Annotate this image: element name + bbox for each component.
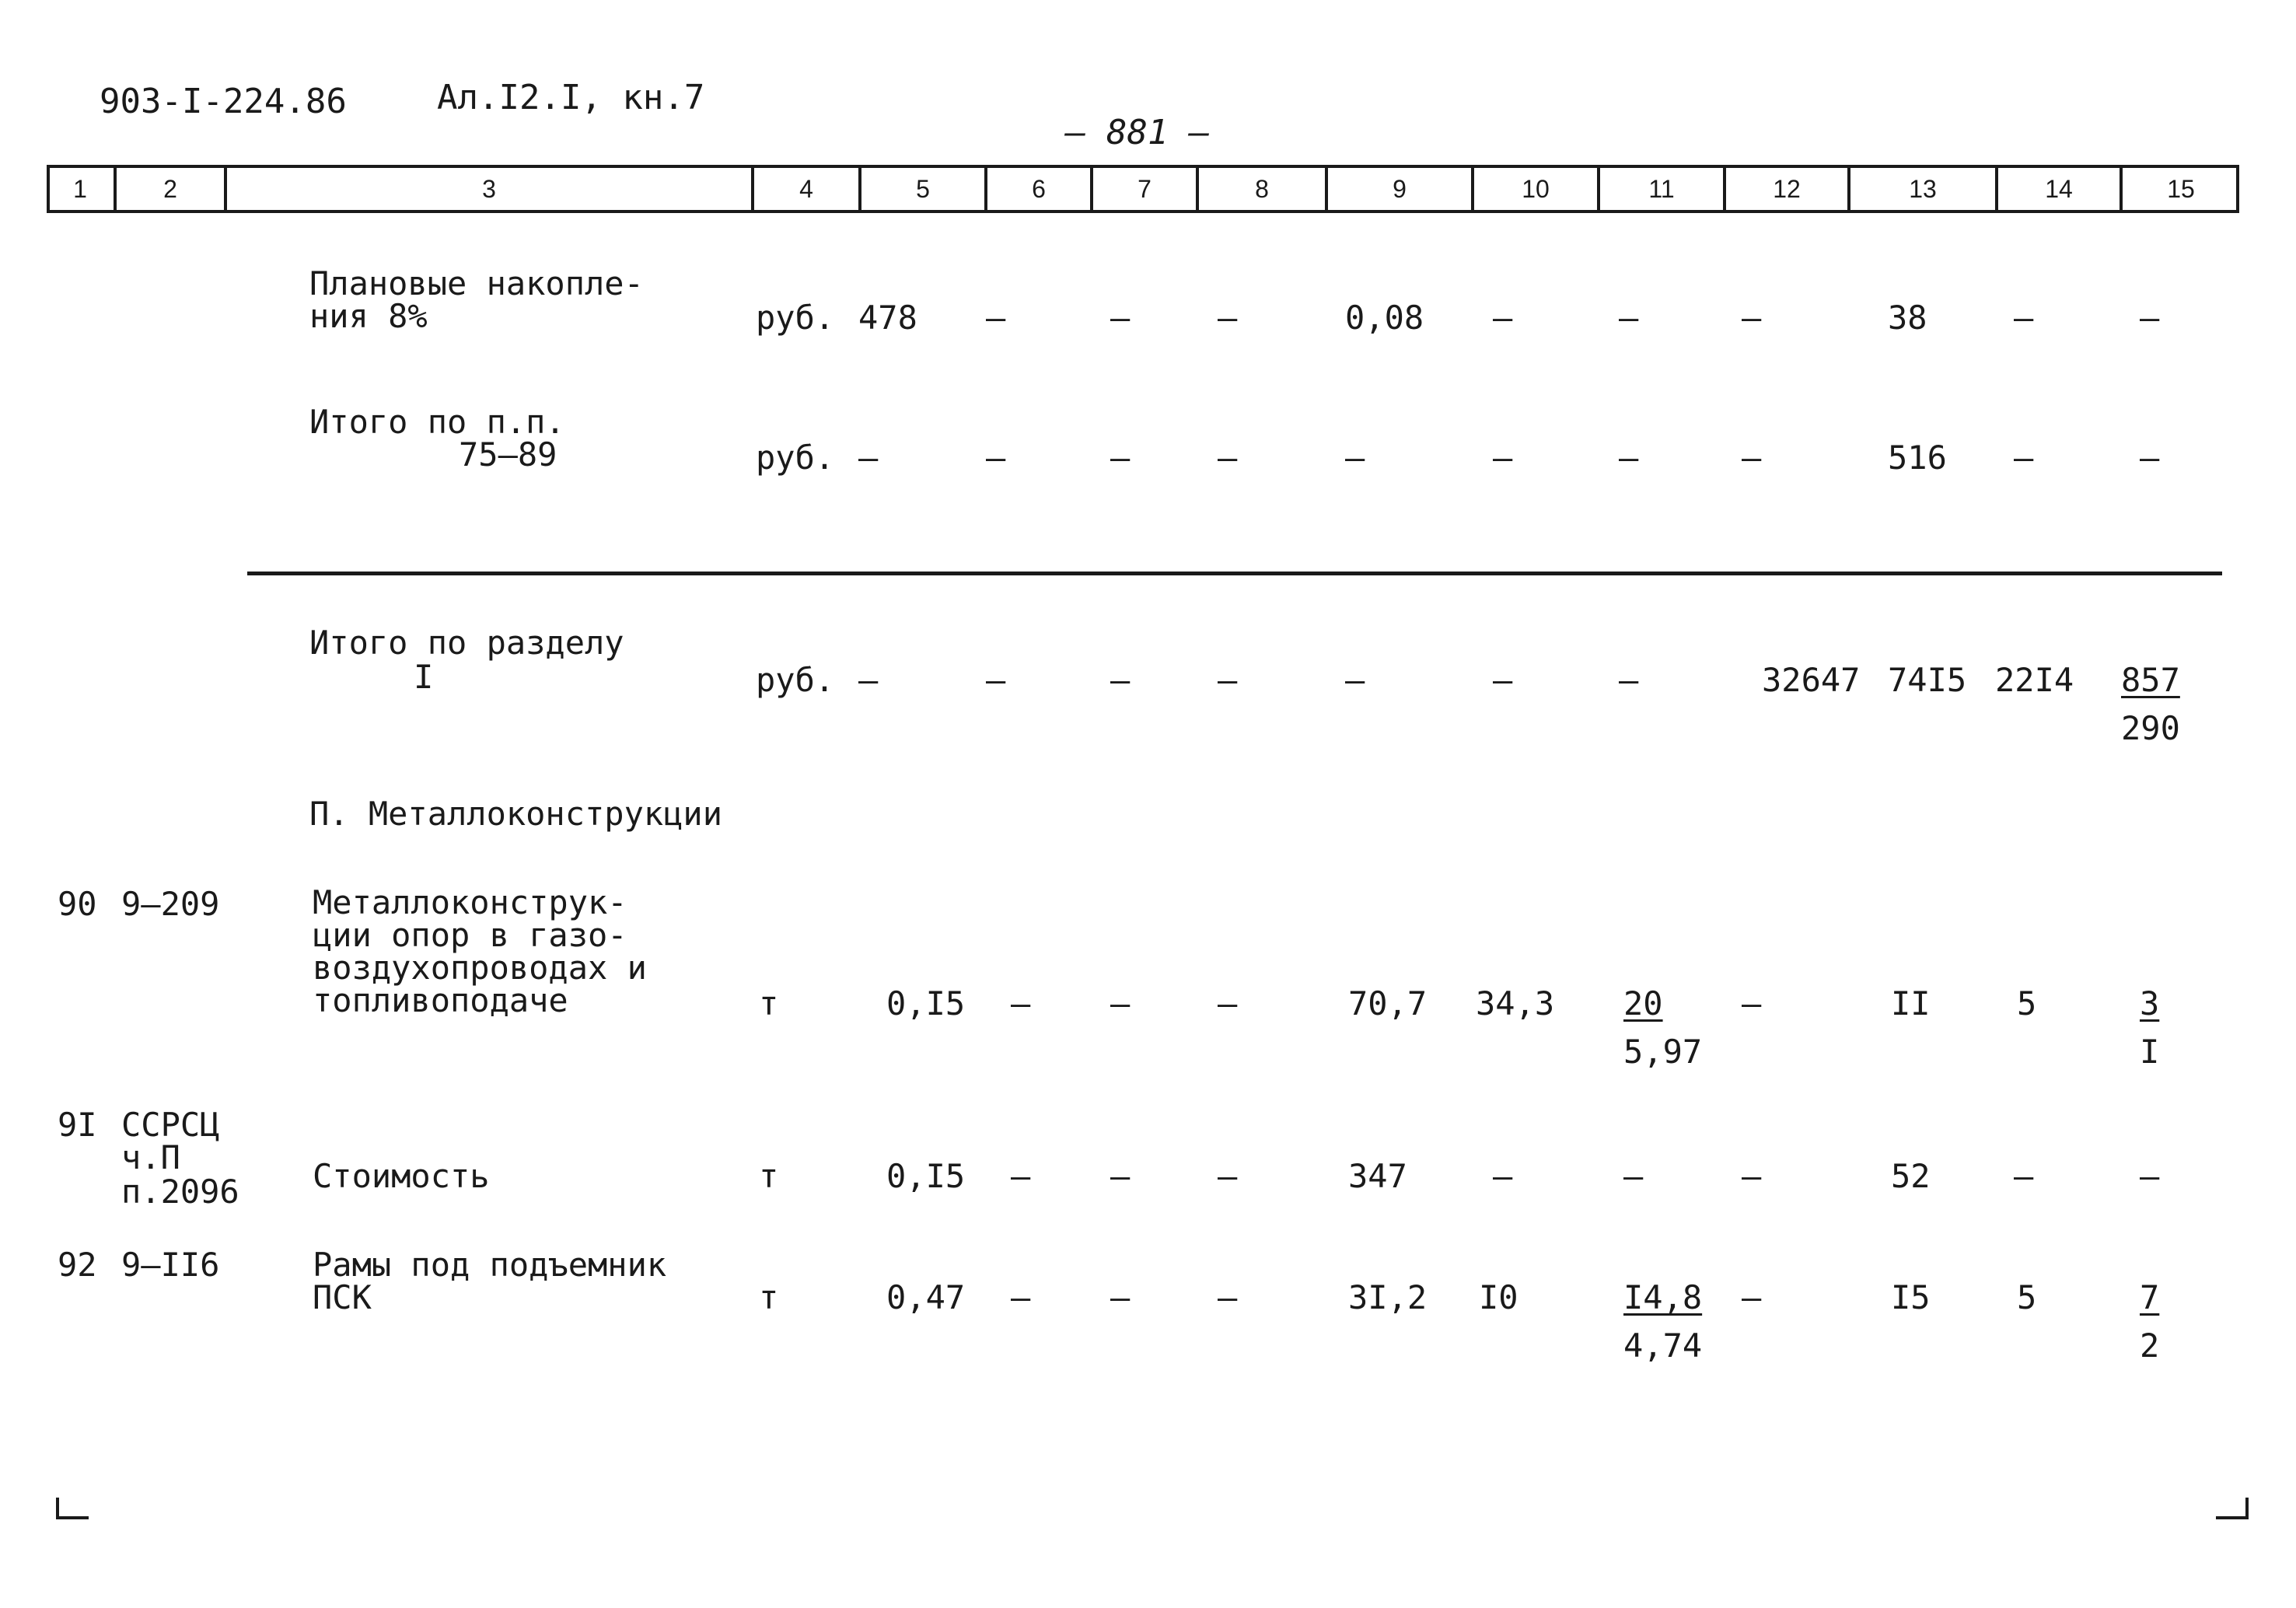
column-header-4: 4 [751, 165, 858, 213]
cell-col14: 5 [2017, 984, 2037, 1022]
cell-col11: – [1619, 299, 1639, 337]
row-number: 9I [58, 1106, 97, 1144]
cell-col7: – [1110, 439, 1131, 477]
cell-col10: – [1493, 299, 1513, 337]
item-name-line: I [414, 658, 434, 696]
cell-col11-numerator: 20 [1623, 984, 1663, 1022]
cell-col8: – [1218, 439, 1238, 477]
item-name-line: Стоимость [313, 1157, 490, 1195]
item-name-line: воздухопроводах и [313, 949, 647, 987]
section-divider [247, 572, 2222, 575]
cell-col12: – [1742, 299, 1762, 337]
item-name-line: 75–89 [459, 435, 557, 474]
cell-col15: – [2140, 1157, 2160, 1195]
cell-col15-numerator: 7 [2140, 1278, 2160, 1316]
cell-col15-numerator: 3 [2140, 984, 2160, 1022]
cell-col5: 0,I5 [886, 1157, 966, 1195]
rate-code: 9–II6 [121, 1246, 220, 1284]
section-heading: П. Металлоконструкции [309, 795, 723, 833]
cell-col15-numerator: 857 [2121, 661, 2180, 699]
column-header-9: 9 [1325, 165, 1471, 213]
cell-col7: – [1110, 1157, 1131, 1195]
item-name-line: ния 8% [309, 297, 428, 335]
cell-col7: – [1110, 984, 1131, 1022]
cell-col11-denominator: 5,97 [1623, 1033, 1703, 1071]
cell-col5: 478 [858, 299, 917, 337]
column-header-6: 6 [984, 165, 1090, 213]
cell-col7: – [1110, 661, 1131, 699]
cell-col13: 52 [1891, 1157, 1931, 1195]
cell-col14: – [2014, 299, 2034, 337]
cell-col13: I5 [1891, 1278, 1931, 1316]
cell-col9: 0,08 [1345, 299, 1424, 337]
cell-col10: – [1493, 661, 1513, 699]
column-header-8: 8 [1196, 165, 1325, 213]
cell-col15: – [2140, 299, 2160, 337]
cell-col9: 347 [1348, 1157, 1407, 1195]
cell-col11: – [1623, 1157, 1644, 1195]
cell-col6: – [1011, 1157, 1031, 1195]
item-name-line: ции опор в газо- [313, 916, 627, 954]
cell-col5: – [858, 439, 879, 477]
unit-cell: руб. [756, 661, 835, 699]
item-name-line: топливоподаче [313, 981, 568, 1019]
cell-col8: – [1218, 1278, 1238, 1316]
cell-col9: 3I,2 [1348, 1278, 1428, 1316]
cell-col6: – [986, 661, 1006, 699]
column-header-13: 13 [1847, 165, 1995, 213]
cell-col6: – [1011, 1278, 1031, 1316]
column-header-7: 7 [1090, 165, 1196, 213]
cell-col7: – [1110, 1278, 1131, 1316]
cell-col6: – [986, 439, 1006, 477]
rate-code: п.2096 [121, 1173, 239, 1211]
cell-col10: – [1493, 1157, 1513, 1195]
item-name-line: Итого по п.п. [309, 403, 565, 441]
item-name-line: Рамы под подъемник [313, 1246, 667, 1284]
column-header-12: 12 [1723, 165, 1847, 213]
cell-col9: – [1345, 439, 1365, 477]
cell-col12: – [1742, 1278, 1762, 1316]
cell-col11: – [1619, 439, 1639, 477]
cell-col6: – [1011, 984, 1031, 1022]
item-name-line: Итого по разделу [309, 624, 624, 662]
cell-col11-denominator: 4,74 [1623, 1327, 1703, 1365]
unit-cell: руб. [756, 299, 835, 337]
cell-col8: – [1218, 984, 1238, 1022]
cell-col14: – [2014, 1157, 2034, 1195]
rate-code: ССРСЦ [121, 1106, 220, 1144]
cell-col15-denominator: I [2140, 1033, 2160, 1071]
unit-cell: т [759, 984, 779, 1022]
unit-cell: руб. [756, 439, 835, 477]
rate-code: 9–209 [121, 885, 220, 923]
column-header-3: 3 [224, 165, 751, 213]
page-number: — 881 — [1065, 113, 1210, 152]
cell-col5: – [858, 661, 879, 699]
cell-col13: 38 [1888, 299, 1927, 337]
document-code: 903-I-224.86 [100, 82, 347, 121]
cell-col7: – [1110, 299, 1131, 337]
unit-cell: т [759, 1157, 779, 1195]
corner-mark-bottom-right [2216, 1498, 2249, 1519]
cell-col13: 74I5 [1888, 661, 1967, 699]
corner-mark-bottom-left [56, 1498, 89, 1519]
cell-col14: 5 [2017, 1278, 2037, 1316]
cell-col10: I0 [1479, 1278, 1518, 1316]
cell-col14: – [2014, 439, 2034, 477]
column-header-15: 15 [2120, 165, 2239, 213]
cell-col15-denominator: 290 [2121, 709, 2180, 747]
cell-col14: 22I4 [1995, 661, 2074, 699]
item-name-line: Металлоконструк- [313, 883, 627, 921]
item-name-line: Плановые накопле- [309, 264, 644, 302]
column-header-14: 14 [1995, 165, 2120, 213]
item-name-line: ПСК [313, 1278, 372, 1316]
album-reference: Ал.I2.I, кн.7 [437, 78, 705, 117]
cell-col12: – [1742, 439, 1762, 477]
cell-col11: – [1619, 661, 1639, 699]
cell-col5: 0,47 [886, 1278, 966, 1316]
cell-col13: II [1891, 984, 1931, 1022]
unit-cell: т [759, 1278, 779, 1316]
rate-code: ч.П [121, 1138, 180, 1176]
cell-col12: 32647 [1762, 661, 1861, 699]
cell-col11-numerator: I4,8 [1623, 1278, 1703, 1316]
column-header-1: 1 [73, 175, 87, 203]
cell-col15-denominator: 2 [2140, 1327, 2160, 1365]
cell-col8: – [1218, 661, 1238, 699]
cell-col8: – [1218, 299, 1238, 337]
column-header-5: 5 [858, 165, 984, 213]
cell-col15: – [2140, 439, 2160, 477]
column-header-2: 2 [114, 165, 224, 213]
row-number: 90 [58, 885, 97, 923]
column-header-11: 11 [1597, 165, 1723, 213]
cell-col13: 516 [1888, 439, 1947, 477]
cell-col9: – [1345, 661, 1365, 699]
cell-col10: 34,3 [1476, 984, 1555, 1022]
column-header-10: 10 [1471, 165, 1597, 213]
cell-col9: 70,7 [1348, 984, 1428, 1022]
row-number: 92 [58, 1246, 97, 1284]
cell-col5: 0,I5 [886, 984, 966, 1022]
cell-col6: – [986, 299, 1006, 337]
cell-col12: – [1742, 984, 1762, 1022]
cell-col10: – [1493, 439, 1513, 477]
cell-col8: – [1218, 1157, 1238, 1195]
cell-col12: – [1742, 1157, 1762, 1195]
